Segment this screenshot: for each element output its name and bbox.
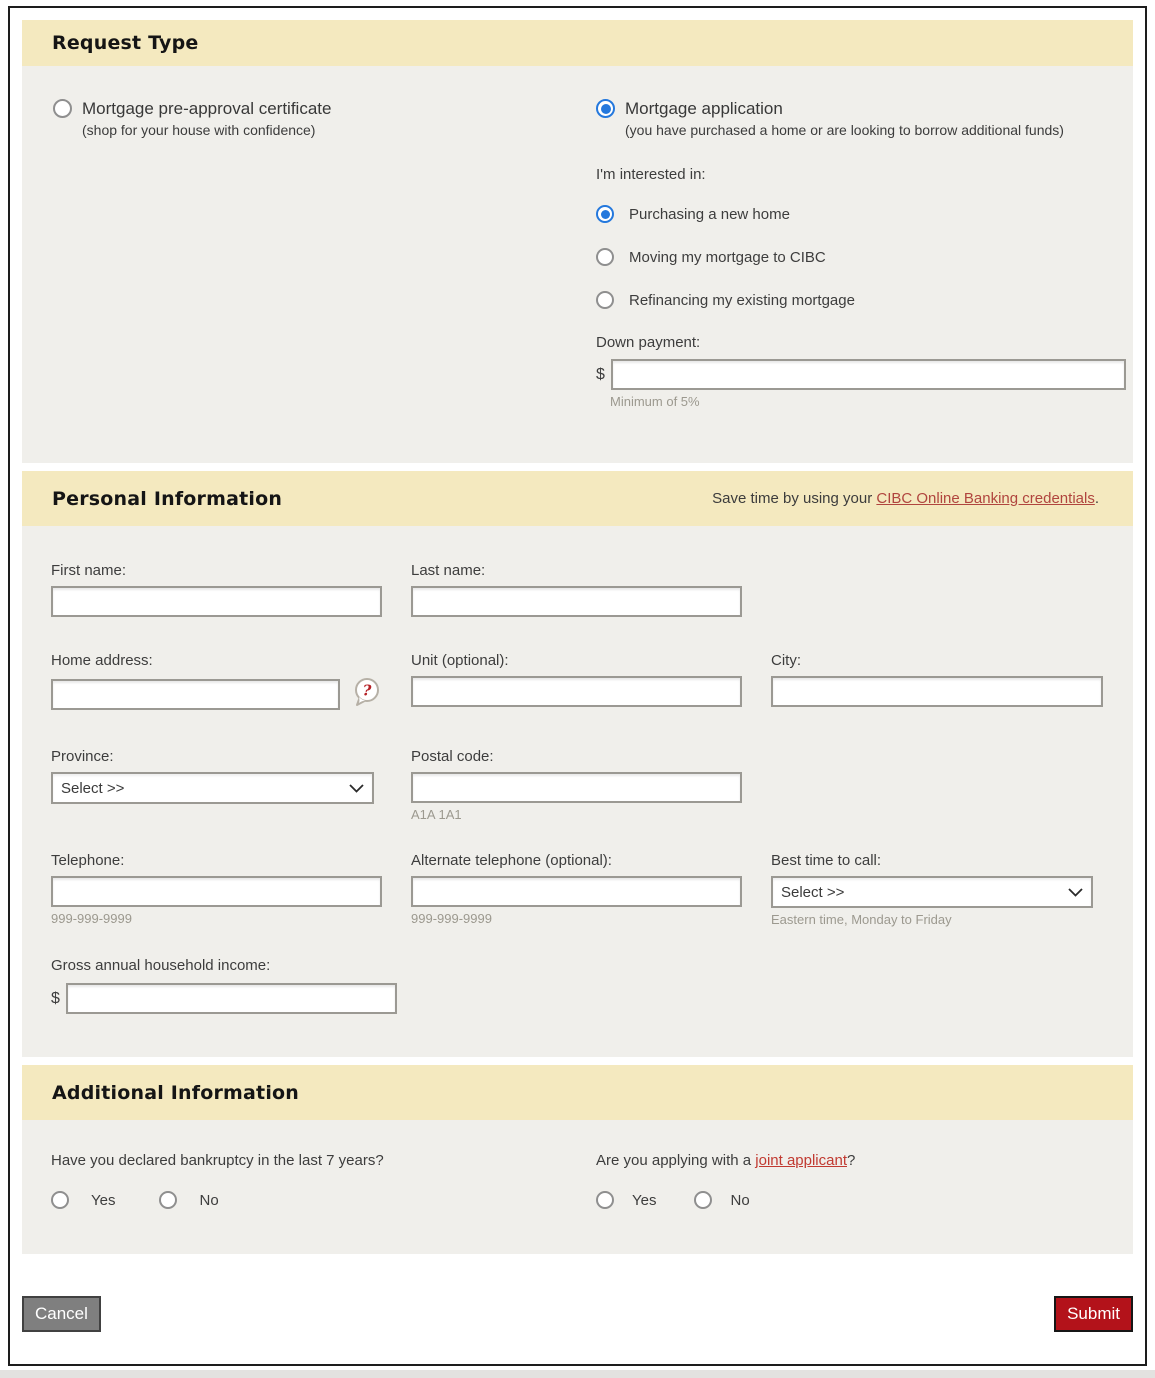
dollar-sign: $	[596, 365, 605, 383]
postal-code-field-group	[411, 748, 742, 822]
down-payment-label: Down payment:	[596, 334, 701, 351]
best-time-label: Best time to call:	[771, 852, 882, 869]
home-address-input[interactable]	[51, 679, 340, 710]
interested-option-refinancing	[596, 291, 1126, 309]
submit-button[interactable]: Submit	[1054, 1296, 1133, 1332]
request-type-header	[22, 20, 1133, 66]
online-banking-banner	[712, 490, 1099, 507]
joint-yes-label: Yes	[632, 1191, 657, 1209]
unit-label: Unit (optional):	[411, 652, 509, 669]
window-bottom-strip	[0, 1370, 1155, 1378]
preapproval-sublabel: (shop for your house with confidence)	[82, 122, 316, 138]
best-time-hint: Eastern time, Monday to Friday	[771, 912, 952, 927]
application-sublabel: (you have purchased a home or are looking to borrow additional funds)	[625, 122, 1064, 138]
city-input[interactable]	[771, 676, 1103, 707]
telephone-row	[51, 852, 1133, 927]
interested-in-list	[596, 205, 1126, 309]
alternate-telephone-field-group	[411, 852, 742, 927]
joint-question-suffix: ?	[847, 1152, 856, 1169]
postal-code-label: Postal code:	[411, 748, 494, 765]
alternate-telephone-hint: 999-999-9999	[411, 911, 492, 926]
interested-option-purchasing	[596, 205, 1126, 223]
additional-information-header	[22, 1065, 1133, 1120]
joint-yes-radio[interactable]	[596, 1191, 614, 1209]
section-request-type	[22, 20, 1133, 463]
joint-applicant-question-group	[596, 1152, 1133, 1209]
request-type-title: Request Type	[52, 32, 199, 54]
refinancing-radio[interactable]	[596, 291, 614, 309]
home-address-label: Home address:	[51, 652, 153, 669]
home-address-field-group	[51, 652, 382, 713]
last-name-label: Last name:	[411, 562, 486, 579]
down-payment-hint: Minimum of 5%	[610, 394, 700, 409]
interested-in-label: I'm interested in:	[596, 166, 706, 183]
moving-label: Moving my mortgage to CIBC	[629, 248, 826, 266]
best-time-select-value: Select >>	[781, 883, 845, 901]
joint-no-label: No	[730, 1191, 750, 1209]
best-time-select[interactable]	[771, 876, 1093, 908]
moving-radio[interactable]	[596, 248, 614, 266]
form-footer	[22, 1254, 1133, 1352]
purchasing-radio[interactable]	[596, 205, 614, 223]
additional-information-body	[22, 1120, 1133, 1254]
preapproval-radio[interactable]	[53, 99, 72, 118]
section-additional-information	[22, 1065, 1133, 1254]
income-field-group	[51, 957, 1133, 1014]
chevron-down-icon	[1068, 888, 1083, 897]
province-field-group	[51, 748, 382, 822]
joint-yes-option	[596, 1191, 656, 1209]
dollar-sign: $	[51, 989, 60, 1007]
bankruptcy-yes-label: Yes	[91, 1191, 116, 1209]
city-label: City:	[771, 652, 801, 669]
best-time-field-group	[771, 852, 1103, 927]
section-personal-information	[22, 471, 1133, 1057]
joint-no-radio[interactable]	[694, 1191, 712, 1209]
banner-suffix: .	[1094, 490, 1099, 507]
first-name-label: First name:	[51, 562, 127, 579]
chevron-down-icon	[349, 784, 364, 793]
personal-information-title: Personal Information	[52, 487, 283, 510]
last-name-field-group	[411, 562, 742, 617]
address-row	[51, 652, 1133, 713]
down-payment-input[interactable]	[611, 359, 1126, 390]
application-option	[596, 99, 1126, 139]
bankruptcy-yes-radio[interactable]	[51, 1191, 69, 1209]
alternate-telephone-label: Alternate telephone (optional):	[411, 852, 612, 869]
income-input[interactable]	[66, 983, 397, 1014]
last-name-input[interactable]	[411, 586, 742, 617]
joint-no-option	[694, 1191, 749, 1209]
telephone-label: Telephone:	[51, 852, 125, 869]
first-name-input[interactable]	[51, 586, 382, 617]
joint-applicant-question	[596, 1152, 1133, 1169]
telephone-input[interactable]	[51, 876, 382, 907]
bankruptcy-no-option	[159, 1191, 218, 1209]
province-row	[51, 748, 1133, 822]
preapproval-label: Mortgage pre-approval certificate	[82, 99, 332, 118]
refinancing-label: Refinancing my existing mortgage	[629, 291, 855, 309]
bankruptcy-no-radio[interactable]	[159, 1191, 177, 1209]
form-frame	[8, 6, 1147, 1366]
province-select[interactable]	[51, 772, 374, 804]
first-name-field-group	[51, 562, 382, 617]
bankruptcy-question-group	[51, 1152, 596, 1209]
joint-question-prefix: Are you applying with a	[596, 1152, 756, 1169]
postal-code-input[interactable]	[411, 772, 742, 803]
bankruptcy-no-label: No	[199, 1191, 219, 1209]
bankruptcy-yes-option	[51, 1191, 115, 1209]
cancel-button[interactable]: Cancel	[22, 1296, 101, 1332]
preapproval-option	[53, 99, 331, 139]
application-option-column	[596, 99, 1126, 409]
additional-information-title: Additional Information	[52, 1081, 300, 1104]
province-label: Province:	[51, 748, 114, 765]
city-field-group	[771, 652, 1103, 713]
bankruptcy-question: Have you declared bankruptcy in the last 7 years?	[51, 1152, 384, 1169]
personal-information-body	[22, 526, 1133, 1057]
income-label: Gross annual household income:	[51, 957, 271, 974]
svg-text:?: ?	[362, 681, 372, 700]
online-banking-credentials-link[interactable]: CIBC Online Banking credentials	[876, 490, 1095, 507]
alternate-telephone-input[interactable]	[411, 876, 742, 907]
purchasing-label: Purchasing a new home	[629, 205, 790, 223]
province-select-value: Select >>	[61, 779, 125, 797]
banner-prefix: Save time by using your	[712, 490, 877, 507]
name-row	[51, 562, 1133, 617]
application-label: Mortgage application	[625, 99, 783, 118]
request-type-body	[22, 66, 1133, 463]
unit-field-group	[411, 652, 742, 713]
unit-input[interactable]	[411, 676, 742, 707]
joint-applicant-link[interactable]: joint applicant	[755, 1152, 847, 1169]
telephone-hint: 999-999-9999	[51, 911, 132, 926]
telephone-field-group	[51, 852, 382, 927]
personal-information-header	[22, 471, 1133, 526]
help-question-icon[interactable]	[350, 676, 382, 713]
application-radio[interactable]	[596, 99, 615, 118]
interested-option-moving	[596, 248, 1126, 266]
postal-code-hint: A1A 1A1	[411, 807, 462, 822]
